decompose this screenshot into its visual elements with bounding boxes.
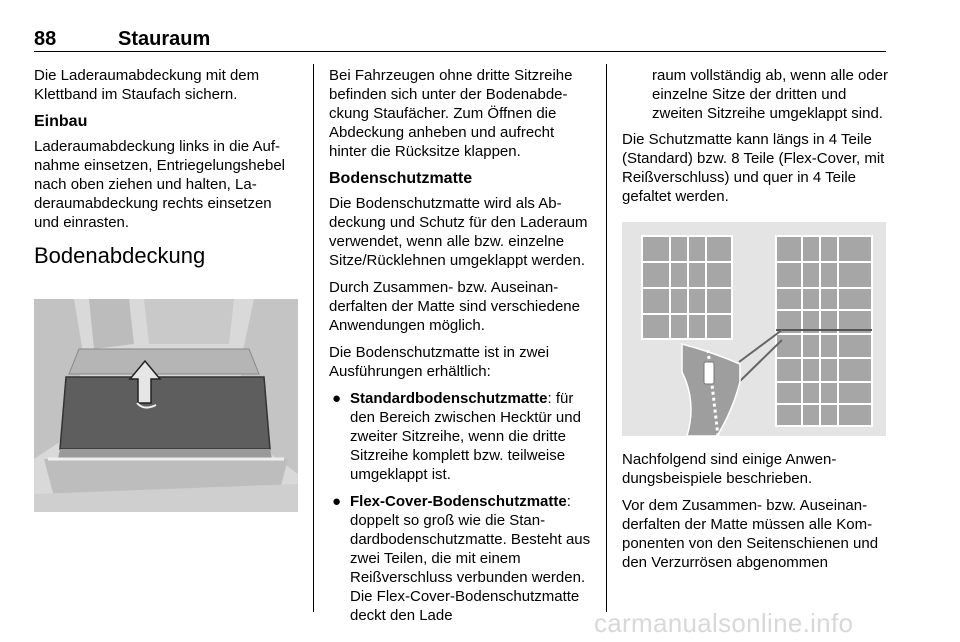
floor-mat-fold-illustration	[622, 222, 886, 436]
list-item-term: Flex-Cover-Bodenschutzmatte	[350, 493, 567, 510]
page-header	[34, 26, 886, 52]
column-3-lower	[622, 450, 888, 580]
paragraph: Die Bodenschutzmatte wird als Abdeckung und Schutz für den Laderaum verwendet, wenn alle bzw. einzelne Sitze/Rücklehnen umgeklappt werden.	[329, 195, 588, 269]
list-item	[329, 389, 591, 484]
section-heading-bodenschutzmatte: Bodenschutzmatte	[329, 170, 473, 187]
column-divider	[606, 64, 607, 612]
bullet-icon: ●	[332, 390, 342, 407]
list-item-text: : doppelt so groß wie die Standardbodenschutzmatte. Besteht aus zwei Teilen, die mit einem Reißverschluss verbunden werden. Die Flex-Cover-Bodenschutzmatte deckt den Lade	[350, 493, 591, 624]
paragraph: Die Laderaumabdeckung mit dem Klettband im Staufach sichern.	[34, 67, 260, 103]
column-3	[622, 66, 888, 214]
paragraph: Laderaumabdeckung links in die Aufnahme einsetzen, Entriegelungshebel nach oben ziehen und halten, Laderaumabdeckung rechts einsetzen und einrasten.	[34, 138, 286, 231]
paragraph: Die Schutzmatte kann längs in 4 Teile (Standard) bzw. 8 Teile (Flex-Cover, mit Reißverschluss) und quer in 4 Teile gefaltet werden.	[622, 131, 885, 205]
page-number: 88	[34, 28, 57, 50]
chapter-title: Stauraum	[118, 28, 211, 50]
list-item-term: Standardbodenschutzmatte	[350, 390, 548, 407]
paragraph: raum vollständig ab, wenn alle oder einzelne Sitze der dritten und zweiten Sitzreihe umgeklappt sind.	[652, 67, 888, 122]
section-heading-bodenabdeckung: Bodenabdeckung	[34, 243, 206, 268]
paragraph: Nachfolgend sind einige Anwendungsbeispiele beschrieben.	[622, 451, 837, 487]
bullet-list	[329, 389, 591, 625]
column-2	[329, 66, 591, 633]
list-item-text: : für den Bereich zwischen Hecktür und zweiter Sitzreihe, wenn die dritte Sitzreihe komplett bzw. teilweise umgeklappt ist.	[350, 390, 581, 483]
section-heading-einbau: Einbau	[34, 113, 88, 130]
cargo-floor-cover-illustration	[34, 299, 298, 512]
paragraph: Durch Zusammen- bzw. Auseinanderfalten der Matte sind verschiedene Anwendungen möglich.	[329, 279, 580, 334]
bullet-icon: ●	[332, 493, 342, 510]
column-divider	[313, 64, 314, 612]
column-1	[34, 66, 300, 281]
list-item	[329, 492, 591, 625]
paragraph: Die Bodenschutzmatte ist in zwei Ausführungen erhältlich:	[329, 344, 550, 380]
paragraph: Vor dem Zusammen- bzw. Auseinanderfalten der Matte müssen alle Komponenten von den Seitenschienen und den Verzurrösen abgenommen	[622, 497, 879, 571]
watermark: carmanualsonline.info	[594, 608, 854, 638]
paragraph: Bei Fahrzeugen ohne dritte Sitzreihe befinden sich unter der Bodenabdeckung Staufächer. Zum Öffnen die Abdeckung anheben und aufrecht hinter die Rücksitze klappen.	[329, 67, 573, 160]
